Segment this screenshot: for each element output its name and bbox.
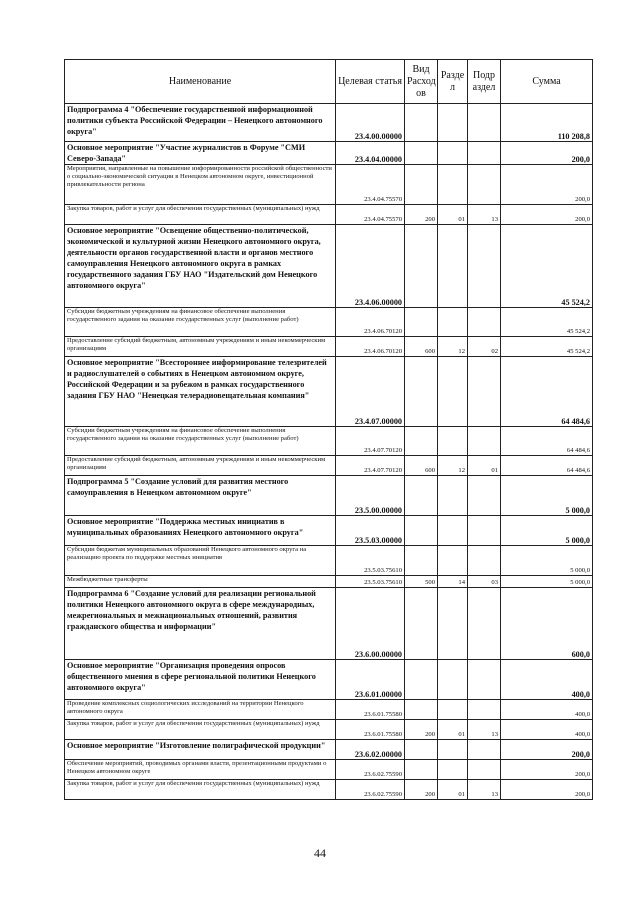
row-expense-type bbox=[405, 740, 438, 760]
header-sum: Сумма bbox=[501, 60, 593, 104]
table-row bbox=[65, 104, 593, 142]
row-target-code: 23.6.01.75580 bbox=[336, 700, 405, 720]
row-subsection bbox=[468, 476, 501, 516]
row-target-code: 23.4.06.70120 bbox=[336, 308, 405, 337]
header-target: Целевая статья bbox=[336, 60, 405, 104]
row-sum: 200,0 bbox=[501, 740, 593, 760]
row-subsection: 02 bbox=[468, 337, 501, 357]
row-sum: 600,0 bbox=[501, 588, 593, 660]
row-section bbox=[438, 760, 468, 780]
row-target-code: 23.6.01.00000 bbox=[336, 660, 405, 700]
row-section bbox=[438, 308, 468, 337]
row-sum: 5 000,0 bbox=[501, 516, 593, 546]
row-sum: 200,0 bbox=[501, 142, 593, 165]
row-sum: 45 524,2 bbox=[501, 337, 593, 357]
row-sum: 200,0 bbox=[501, 760, 593, 780]
row-subsection: 01 bbox=[468, 456, 501, 476]
row-name: Основное мероприятие "Поддержка местных инициатив в муниципальных образованиях Ненецкого автономного округа" bbox=[65, 516, 336, 546]
header-expense-type: Вид Расход ов bbox=[405, 60, 438, 104]
row-sum: 110 208,8 bbox=[501, 104, 593, 142]
row-section bbox=[438, 546, 468, 576]
row-section bbox=[438, 588, 468, 660]
row-subsection bbox=[468, 588, 501, 660]
row-target-code: 23.4.06.70120 bbox=[336, 337, 405, 357]
row-name: Предоставление субсидий бюджетным, автономным учреждениям и иным некоммерческим организациям bbox=[65, 337, 336, 357]
row-name: Закупка товаров, работ и услуг для обеспечения государственных (муниципальных) нужд bbox=[65, 720, 336, 740]
row-subsection bbox=[468, 546, 501, 576]
row-subsection: 03 bbox=[468, 576, 501, 588]
row-name: Проведение комплексных социологических исследований на территории Ненецкого автономного округа bbox=[65, 700, 336, 720]
row-section bbox=[438, 427, 468, 456]
header-subsection: Подр аздел bbox=[468, 60, 501, 104]
row-section: 01 bbox=[438, 205, 468, 225]
row-subsection bbox=[468, 165, 501, 205]
row-name: Подпрограмма 4 "Обеспечение государственной информационной политики субъекта Российской Федерации – Ненецкого автономного округа" bbox=[65, 104, 336, 142]
row-subsection bbox=[468, 760, 501, 780]
row-section bbox=[438, 740, 468, 760]
row-target-code: 23.6.02.75590 bbox=[336, 780, 405, 800]
row-subsection bbox=[468, 142, 501, 165]
row-expense-type bbox=[405, 104, 438, 142]
table-row bbox=[65, 546, 593, 576]
row-expense-type bbox=[405, 357, 438, 427]
row-sum: 64 484,6 bbox=[501, 357, 593, 427]
row-section bbox=[438, 357, 468, 427]
row-section: 12 bbox=[438, 456, 468, 476]
row-sum: 400,0 bbox=[501, 720, 593, 740]
row-sum: 64 484,6 bbox=[501, 456, 593, 476]
table-row bbox=[65, 576, 593, 588]
row-sum: 5 000,0 bbox=[501, 576, 593, 588]
row-sum: 64 484,6 bbox=[501, 427, 593, 456]
row-name: Субсидии бюджетным учреждениям на финансовое обеспечение выполнения государственного задания на оказание государственных услуг (выполнение работ) bbox=[65, 308, 336, 337]
row-target-code: 23.4.07.70120 bbox=[336, 456, 405, 476]
table-row bbox=[65, 427, 593, 456]
budget-table bbox=[64, 59, 593, 800]
row-target-code: 23.6.01.75580 bbox=[336, 720, 405, 740]
row-expense-type bbox=[405, 588, 438, 660]
row-target-code: 23.6.02.00000 bbox=[336, 740, 405, 760]
row-section: 01 bbox=[438, 720, 468, 740]
row-expense-type: 600 bbox=[405, 337, 438, 357]
row-sum: 45 524,2 bbox=[501, 308, 593, 337]
row-section bbox=[438, 225, 468, 308]
row-expense-type bbox=[405, 225, 438, 308]
row-section bbox=[438, 516, 468, 546]
row-subsection bbox=[468, 516, 501, 546]
row-subsection: 13 bbox=[468, 205, 501, 225]
table-row bbox=[65, 700, 593, 720]
row-section bbox=[438, 476, 468, 516]
row-target-code: 23.5.00.00000 bbox=[336, 476, 405, 516]
row-name: Закупка товаров, работ и услуг для обеспечения государственных (муниципальных) нужд bbox=[65, 780, 336, 800]
row-sum: 400,0 bbox=[501, 700, 593, 720]
row-name: Основное мероприятие "Освещение общественно-политической, экономической и культурной жизни Ненецкого автономного округа, деятельности органов государственной власти и органов местного самоуправления Ненецкого автономного округа в рамках государственного задания ГБУ НАО "Издательский дом Ненецкого автономного округа" bbox=[65, 225, 336, 308]
row-expense-type bbox=[405, 760, 438, 780]
page-number: 44 bbox=[314, 846, 326, 860]
row-expense-type bbox=[405, 516, 438, 546]
row-name: Подпрограмма 5 "Создание условий для развития местного самоуправления в Ненецком автономном округе" bbox=[65, 476, 336, 516]
row-name: Основное мероприятие "Организация проведения опросов общественного мнения в сфере региональной политики Ненецкого автономного округа" bbox=[65, 660, 336, 700]
row-name: Межбюджетные трансферты bbox=[65, 576, 336, 588]
table-row bbox=[65, 588, 593, 660]
row-expense-type bbox=[405, 660, 438, 700]
row-sum: 200,0 bbox=[501, 205, 593, 225]
table-row bbox=[65, 142, 593, 165]
row-target-code: 23.5.03.00000 bbox=[336, 516, 405, 546]
row-subsection bbox=[468, 700, 501, 720]
row-subsection bbox=[468, 660, 501, 700]
row-expense-type bbox=[405, 427, 438, 456]
row-sum: 5 000,0 bbox=[501, 546, 593, 576]
row-target-code: 23.4.04.00000 bbox=[336, 142, 405, 165]
row-subsection: 13 bbox=[468, 780, 501, 800]
header-name: Наименование bbox=[65, 60, 336, 104]
row-expense-type: 200 bbox=[405, 720, 438, 740]
row-subsection bbox=[468, 357, 501, 427]
row-expense-type bbox=[405, 700, 438, 720]
table-row bbox=[65, 476, 593, 516]
row-target-code: 23.4.04.75570 bbox=[336, 205, 405, 225]
row-name: Предоставление субсидий бюджетным, автономным учреждениям и иным некоммерческим организациям bbox=[65, 456, 336, 476]
row-expense-type: 200 bbox=[405, 205, 438, 225]
table-header bbox=[65, 60, 593, 104]
table-row bbox=[65, 660, 593, 700]
table-body bbox=[65, 104, 593, 800]
table-row bbox=[65, 205, 593, 225]
table-row bbox=[65, 760, 593, 780]
row-subsection bbox=[468, 308, 501, 337]
table-row bbox=[65, 456, 593, 476]
row-section bbox=[438, 142, 468, 165]
row-name: Закупка товаров, работ и услуг для обеспечения государственных (муниципальных) нужд bbox=[65, 205, 336, 225]
table-row bbox=[65, 357, 593, 427]
row-name: Основное мероприятие "Изготовление полиграфической продукции" bbox=[65, 740, 336, 760]
row-target-code: 23.4.07.70120 bbox=[336, 427, 405, 456]
row-name: Основное мероприятие "Всестороннее информирование телезрителей и радиослушателей о событиях в Ненецком автономном округе, Российской Федерации и за рубежом в рамках государственного задания ГБУ НАО "Ненецкая телерадиовещательная компания" bbox=[65, 357, 336, 427]
row-subsection bbox=[468, 740, 501, 760]
row-sum: 400,0 bbox=[501, 660, 593, 700]
row-subsection: 13 bbox=[468, 720, 501, 740]
row-section bbox=[438, 660, 468, 700]
row-target-code: 23.4.04.75570 bbox=[336, 165, 405, 205]
row-subsection bbox=[468, 225, 501, 308]
row-section bbox=[438, 104, 468, 142]
table-row bbox=[65, 225, 593, 308]
row-name: Субсидии бюджетным учреждениям на финансовое обеспечение выполнения государственного задания на оказание государственных услуг (выполнение работ) bbox=[65, 427, 336, 456]
row-section: 01 bbox=[438, 780, 468, 800]
row-expense-type bbox=[405, 165, 438, 205]
row-section: 14 bbox=[438, 576, 468, 588]
row-name: Основное мероприятие "Участие журналистов в Форуме "СМИ Северо-Запада" bbox=[65, 142, 336, 165]
row-target-code: 23.4.07.00000 bbox=[336, 357, 405, 427]
row-subsection bbox=[468, 104, 501, 142]
row-expense-type bbox=[405, 476, 438, 516]
table-row bbox=[65, 165, 593, 205]
table-row bbox=[65, 720, 593, 740]
row-sum: 200,0 bbox=[501, 780, 593, 800]
row-target-code: 23.6.02.75590 bbox=[336, 760, 405, 780]
row-sum: 45 524,2 bbox=[501, 225, 593, 308]
row-expense-type: 500 bbox=[405, 576, 438, 588]
row-section bbox=[438, 165, 468, 205]
row-expense-type bbox=[405, 546, 438, 576]
row-sum: 200,0 bbox=[501, 165, 593, 205]
row-expense-type bbox=[405, 142, 438, 165]
row-section: 12 bbox=[438, 337, 468, 357]
table-row bbox=[65, 308, 593, 337]
row-name: Субсидии бюджетам муниципальных образований Ненецкого автономного округа на реализацию проекта по поддержке местных инициатив bbox=[65, 546, 336, 576]
row-target-code: 23.5.03.75610 bbox=[336, 546, 405, 576]
row-target-code: 23.5.03.75610 bbox=[336, 576, 405, 588]
table-row bbox=[65, 740, 593, 760]
row-name: Подпрограмма 6 "Создание условий для реализации региональной политики Ненецкого автономного округа в сфере международных, межрегиональных и межнациональных отношений, развития гражданского общества и информации" bbox=[65, 588, 336, 660]
row-expense-type: 600 bbox=[405, 456, 438, 476]
row-sum: 5 000,0 bbox=[501, 476, 593, 516]
table-row bbox=[65, 780, 593, 800]
row-expense-type: 200 bbox=[405, 780, 438, 800]
table-row bbox=[65, 516, 593, 546]
row-expense-type bbox=[405, 308, 438, 337]
row-name: Мероприятия, направленные на повышение информированности российской общественности о социально-экономической ситуации в Ненецком автономном округе, инвестиционной привлекательности региона bbox=[65, 165, 336, 205]
table-row bbox=[65, 337, 593, 357]
row-name: Обеспечение мероприятий, проводимых органами власти, презентационными продуктами о Ненецком автономном округе bbox=[65, 760, 336, 780]
row-target-code: 23.4.06.00000 bbox=[336, 225, 405, 308]
row-target-code: 23.6.00.00000 bbox=[336, 588, 405, 660]
row-subsection bbox=[468, 427, 501, 456]
header-section: Разде л bbox=[438, 60, 468, 104]
row-target-code: 23.4.00.00000 bbox=[336, 104, 405, 142]
row-section bbox=[438, 700, 468, 720]
